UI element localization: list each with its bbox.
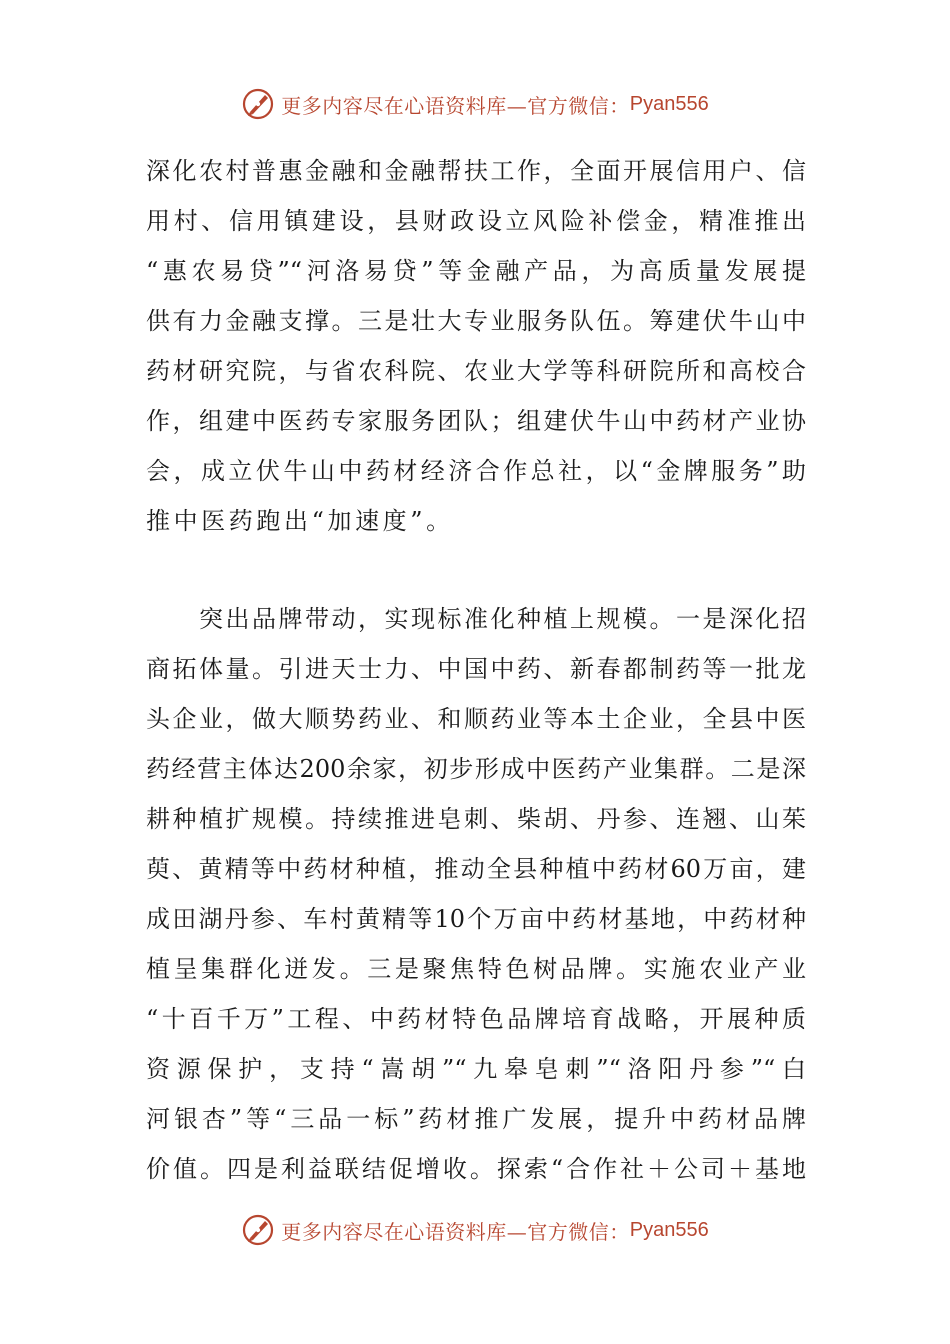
text-line: 商拓体量。引进天士力、中国中药、新春都制药等一批龙 (146, 655, 806, 683)
text-line: 资源保护，支持“嵩胡”“九皋皂刺”“洛阳丹参”“白 (146, 1055, 806, 1083)
text-line: 用村、信用镇建设，县财政设立风险补偿金，精准推出 (146, 207, 806, 235)
text-line: 作，组建中医药专家服务团队；组建伏牛山中药材产业协 (146, 407, 806, 435)
text-line: 深化农村普惠金融和金融帮扶工作，全面开展信用户、信 (146, 157, 806, 185)
quill-logo-icon (241, 1213, 275, 1247)
text-line: 药材研究院，与省农科院、农业大学等科研院所和高校合 (146, 357, 806, 385)
watermark-wechat-id: Pyan556 (629, 92, 709, 115)
text-line: 推中医药跑出“加速度”。 (146, 507, 454, 535)
paragraph-2 (146, 594, 806, 1194)
text-line: 耕种植扩规模。持续推进皂刺、柴胡、丹参、连翘、山茱 (146, 805, 806, 833)
paragraph-1 (146, 146, 806, 546)
text-line: “十百千万”工程、中药材特色品牌培育战略，开展种质 (146, 1005, 806, 1033)
text-line: 突出品牌带动，实现标准化种植上规模。一是深化招 (146, 605, 806, 633)
watermark-text: 更多内容尽在心语资料库—官方微信： (281, 1219, 630, 1244)
text-line: 头企业，做大顺势药业、和顺药业等本土企业，全县中医 (146, 705, 806, 733)
text-line: 成田湖丹参、车村黄精等10个万亩中药材基地，中药材种 (146, 905, 806, 933)
watermark-footer (0, 1210, 950, 1250)
text-line: 供有力金融支撑。三是壮大专业服务队伍。筹建伏牛山中 (146, 307, 806, 335)
text-line: 植呈集群化迸发。三是聚焦特色树品牌。实施农业产业 (146, 955, 806, 983)
watermark-text: 更多内容尽在心语资料库—官方微信： (281, 93, 630, 118)
text-line: 萸、黄精等中药材种植，推动全县种植中药材60万亩，建 (146, 855, 806, 883)
quill-logo-icon (241, 87, 275, 121)
text-line: 价值。四是利益联结促增收。探索“合作社＋公司＋基地 (146, 1155, 806, 1183)
text-line: 会，成立伏牛山中药材经济合作总社，以“金牌服务”助 (146, 457, 806, 485)
watermark-wechat-id: Pyan556 (629, 1218, 709, 1241)
text-line: “惠农易贷”“河洛易贷”等金融产品，为高质量发展提 (146, 257, 806, 285)
watermark-header (0, 84, 950, 124)
text-line: 河银杏”等“三品一标”药材推广发展，提升中药材品牌 (146, 1105, 806, 1133)
text-line: 药经营主体达200余家，初步形成中医药产业集群。二是深 (146, 755, 806, 783)
